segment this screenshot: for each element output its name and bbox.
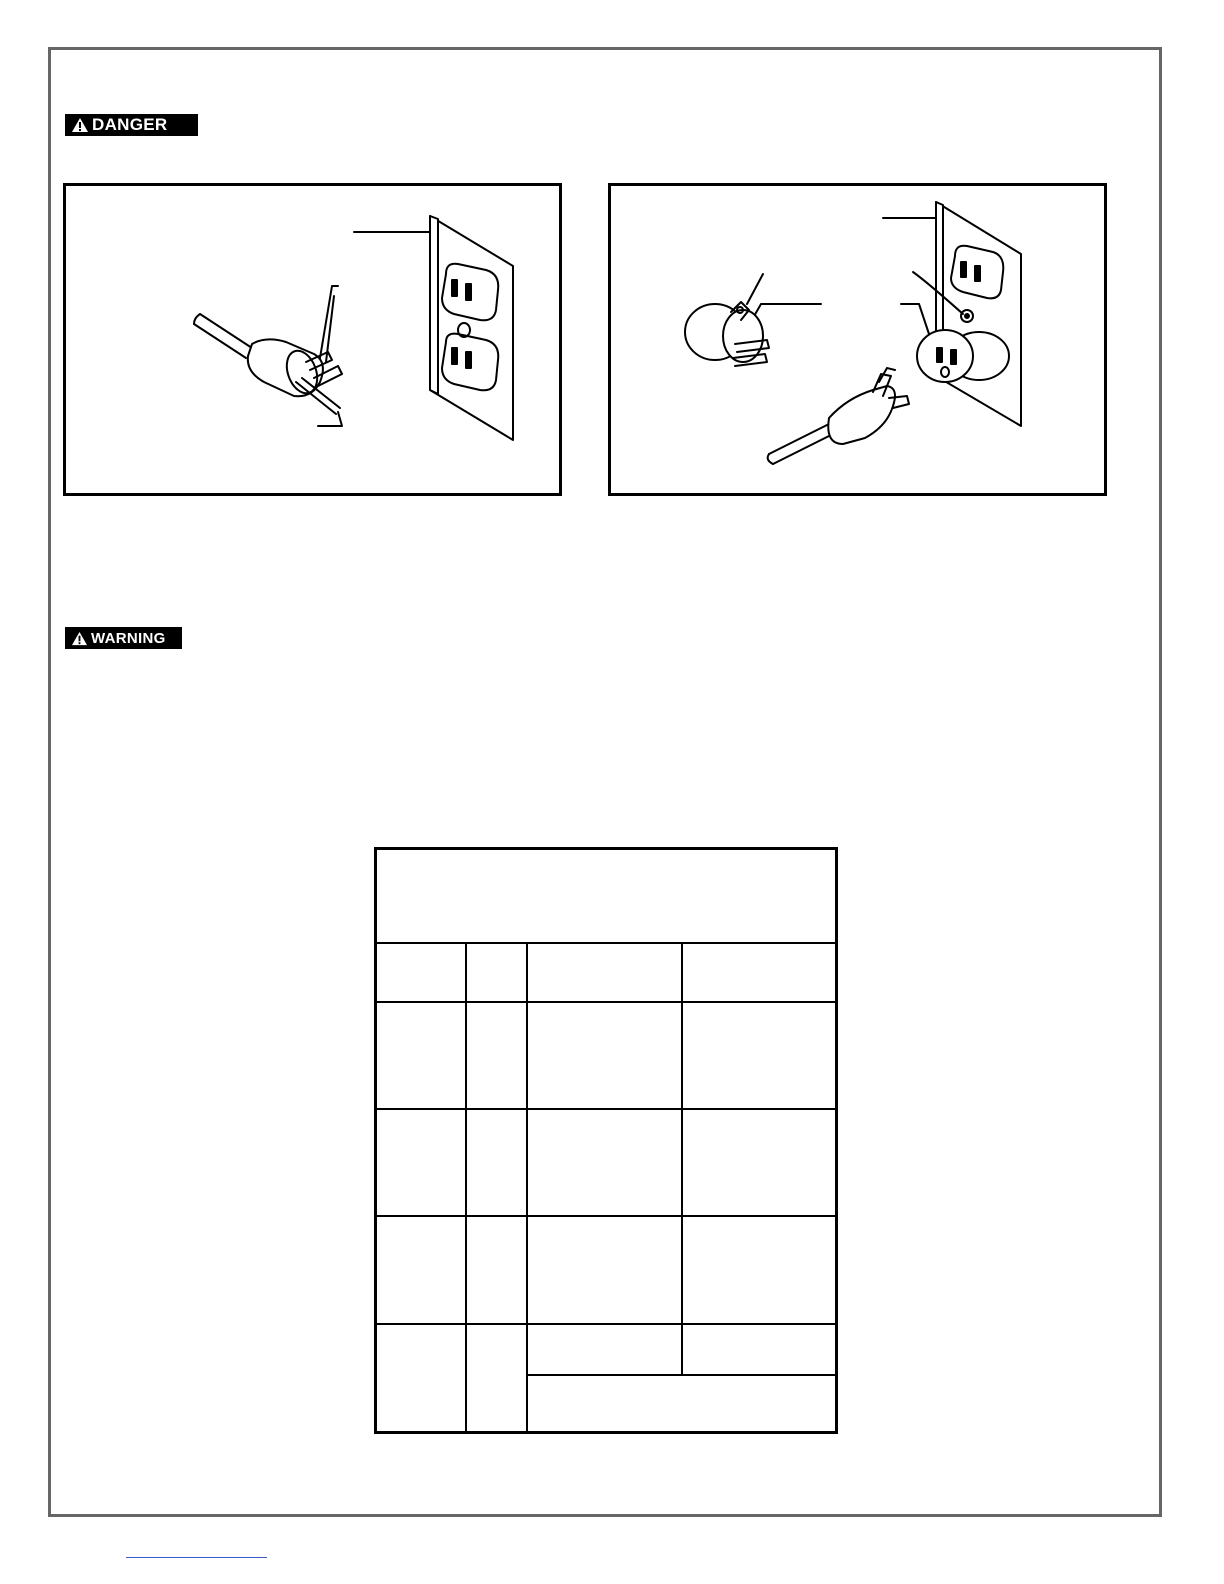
table-column-divider: [465, 942, 467, 1431]
adapter-plug-figure: [608, 183, 1107, 496]
table-row-rule: [527, 1374, 835, 1376]
warning-triangle-icon: [71, 631, 88, 646]
grounded-plug-figure: [63, 183, 562, 496]
table-header-rule: [377, 942, 835, 944]
extension-cord-table: [374, 847, 838, 1434]
adapter-plug-illustration: [611, 186, 1104, 493]
warning-label: WARNING: [91, 629, 166, 647]
table-row-rule: [377, 1108, 835, 1110]
table-column-divider: [526, 942, 528, 1431]
danger-label: DANGER: [92, 115, 168, 134]
footer-link-underline[interactable]: [126, 1557, 267, 1558]
table-row-rule: [377, 1215, 835, 1217]
table-column-divider: [681, 942, 683, 1374]
grounded-plug-illustration: [66, 186, 559, 493]
warning-triangle-icon: [71, 117, 89, 133]
table-row-rule: [377, 1323, 835, 1325]
table-row-rule: [377, 1001, 835, 1003]
danger-badge: [65, 114, 198, 136]
warning-badge: [65, 627, 182, 649]
